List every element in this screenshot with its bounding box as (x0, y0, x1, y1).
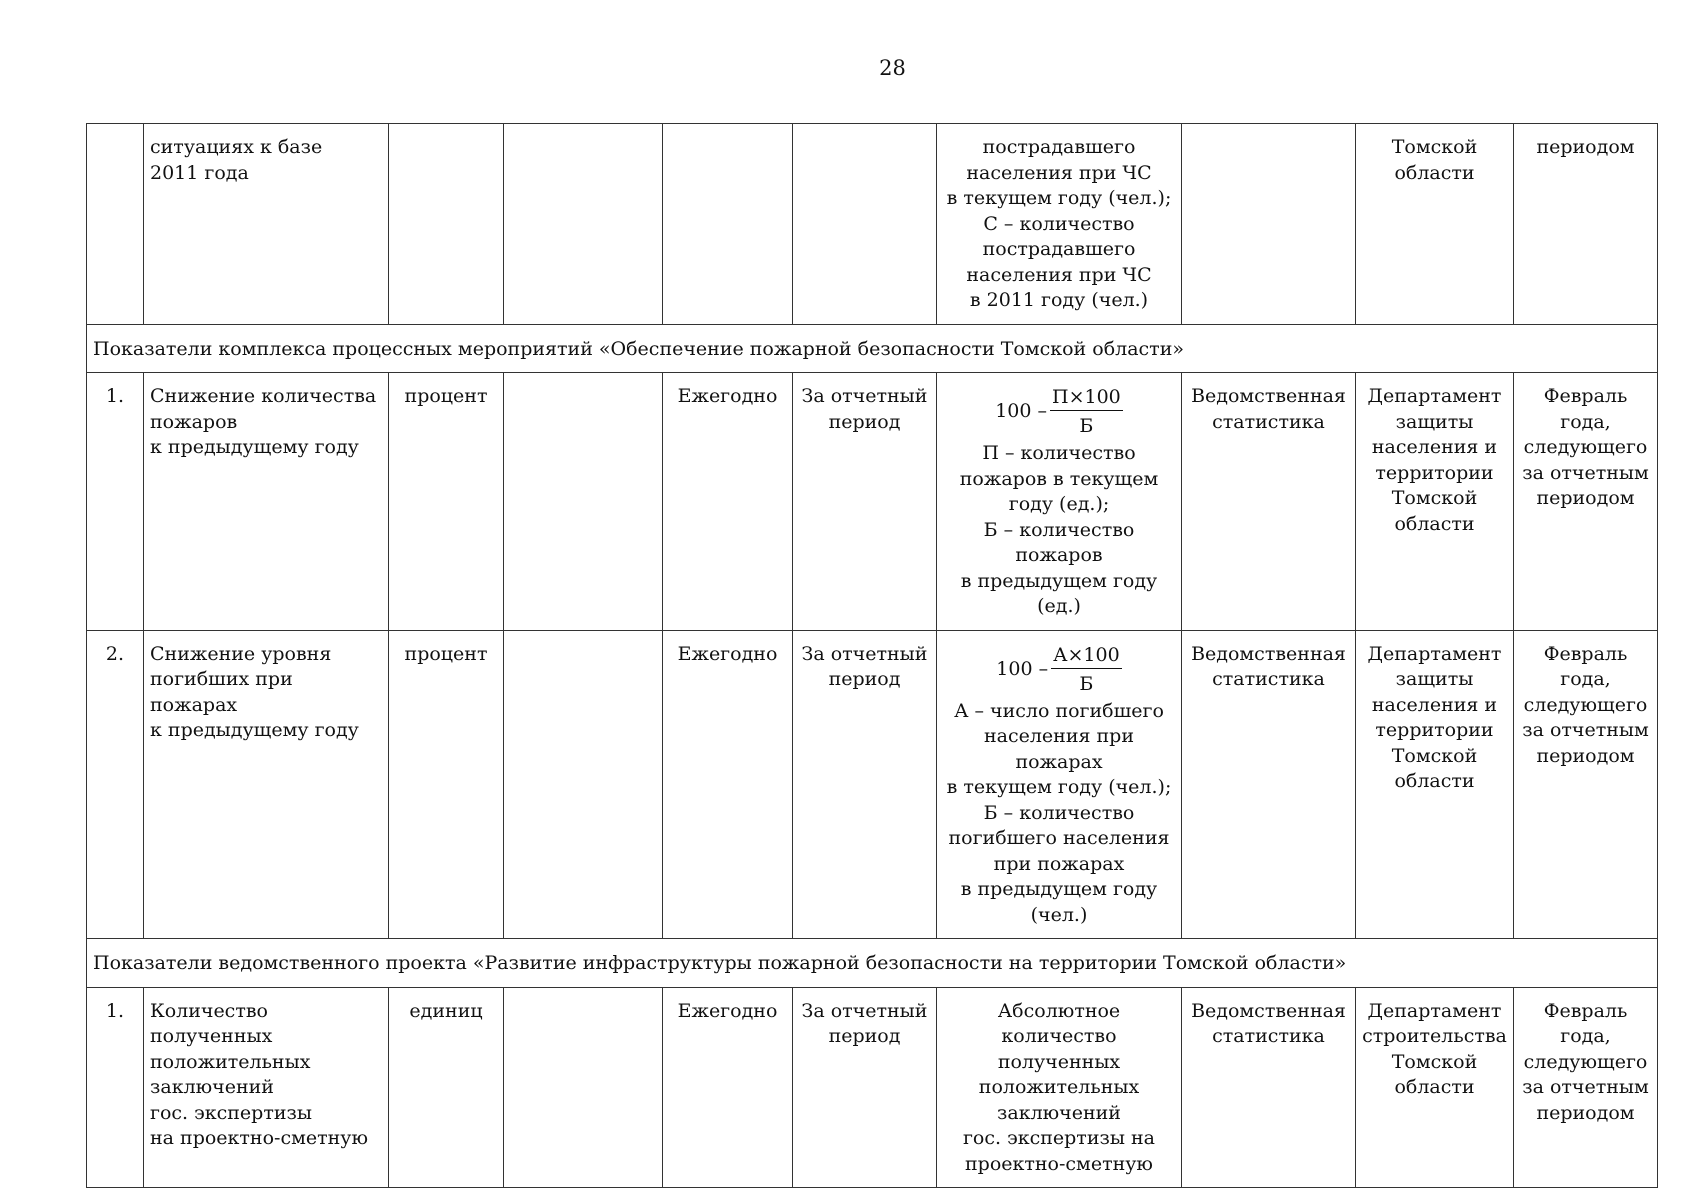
cell-deadline: Февраль года, следующего за отчетным периодом (1514, 987, 1658, 1188)
cell-frequency (663, 124, 793, 325)
table-row (87, 630, 1658, 939)
cell-number: 1. (87, 373, 144, 631)
cell-period (793, 124, 937, 325)
cell-method (937, 630, 1182, 939)
cell-responsible: Департамент защиты населения и территории Томской области (1356, 373, 1514, 631)
formula (995, 385, 1123, 439)
cell-indicator-name: Снижение уровня погибших при пожарах к предыдущему году (144, 630, 389, 939)
formula-numerator: П×100 (1050, 385, 1123, 411)
formula-fraction (1050, 385, 1123, 439)
cell-empty (504, 630, 663, 939)
cell-unit: процент (389, 630, 504, 939)
formula (996, 643, 1121, 697)
cell-empty (504, 373, 663, 631)
cell-source (1182, 124, 1356, 325)
cell-frequency: Ежегодно (663, 373, 793, 631)
cell-responsible: Томской области (1356, 124, 1514, 325)
cell-unit: единиц (389, 987, 504, 1188)
cell-frequency: Ежегодно (663, 987, 793, 1188)
cell-deadline: Февраль года, следующего за отчетным периодом (1514, 630, 1658, 939)
cell-unit (389, 124, 504, 325)
cell-source: Ведомственная статистика (1182, 987, 1356, 1188)
cell-indicator-name: Снижение количества пожаров к предыдущему году (144, 373, 389, 631)
section-row (87, 324, 1658, 373)
formula-denominator: Б (1079, 672, 1094, 695)
cell-responsible: Департамент защиты населения и территории Томской области (1356, 630, 1514, 939)
formula-denominator: Б (1079, 415, 1094, 437)
table-row (87, 124, 1658, 325)
cell-number: 2. (87, 630, 144, 939)
cell-source: Ведомственная статистика (1182, 373, 1356, 631)
cell-method: пострадавшего населения при ЧС в текущем году (чел.); С – количество пострадавшего населения при ЧС в 2011 году (чел.) (937, 124, 1182, 325)
cell-indicator-name: Количество полученных положительных заключений гос. экспертизы на проектно-сметную (144, 987, 389, 1188)
cell-empty (504, 124, 663, 325)
cell-deadline: Февраль года, следующего за отчетным периодом (1514, 373, 1658, 631)
cell-method: Абсолютное количество полученных положительных заключений гос. экспертизы на проектно-сметную (937, 987, 1182, 1188)
page-number: 28 (879, 56, 906, 80)
section-heading: Показатели комплекса процессных мероприятий «Обеспечение пожарной безопасности Томской области» (87, 324, 1658, 373)
cell-unit: процент (389, 373, 504, 631)
method-description: А – число погибшего населения при пожарах в текущем году (чел.); Б – количество погибшего населения при пожарах в предыдущем году (чел.) (946, 699, 1172, 926)
cell-number: 1. (87, 987, 144, 1188)
indicators-table (86, 123, 1658, 1188)
cell-period: За отчетный период (793, 987, 937, 1188)
table-row (87, 987, 1658, 1188)
cell-number (87, 124, 144, 325)
section-row (87, 939, 1658, 988)
section-heading: Показатели ведомственного проекта «Развитие инфраструктуры пожарной безопасности на территории Томской области» (87, 939, 1658, 988)
method-description: П – количество пожаров в текущем году (ед.); Б – количество пожаров в предыдущем году (ед.) (959, 442, 1159, 617)
cell-method (937, 373, 1182, 631)
formula-fraction (1051, 643, 1122, 697)
cell-indicator-name: ситуациях к базе 2011 года (144, 124, 389, 325)
cell-source: Ведомственная статистика (1182, 630, 1356, 939)
cell-period: За отчетный период (793, 373, 937, 631)
formula-numerator: А×100 (1051, 643, 1122, 669)
table-row (87, 373, 1658, 631)
cell-responsible: Департамент строительства Томской области (1356, 987, 1514, 1188)
cell-frequency: Ежегодно (663, 630, 793, 939)
formula-lead: 100 – (995, 400, 1048, 422)
cell-empty (504, 987, 663, 1188)
formula-lead: 100 – (996, 657, 1049, 680)
cell-deadline: периодом (1514, 124, 1658, 325)
cell-period: За отчетный период (793, 630, 937, 939)
